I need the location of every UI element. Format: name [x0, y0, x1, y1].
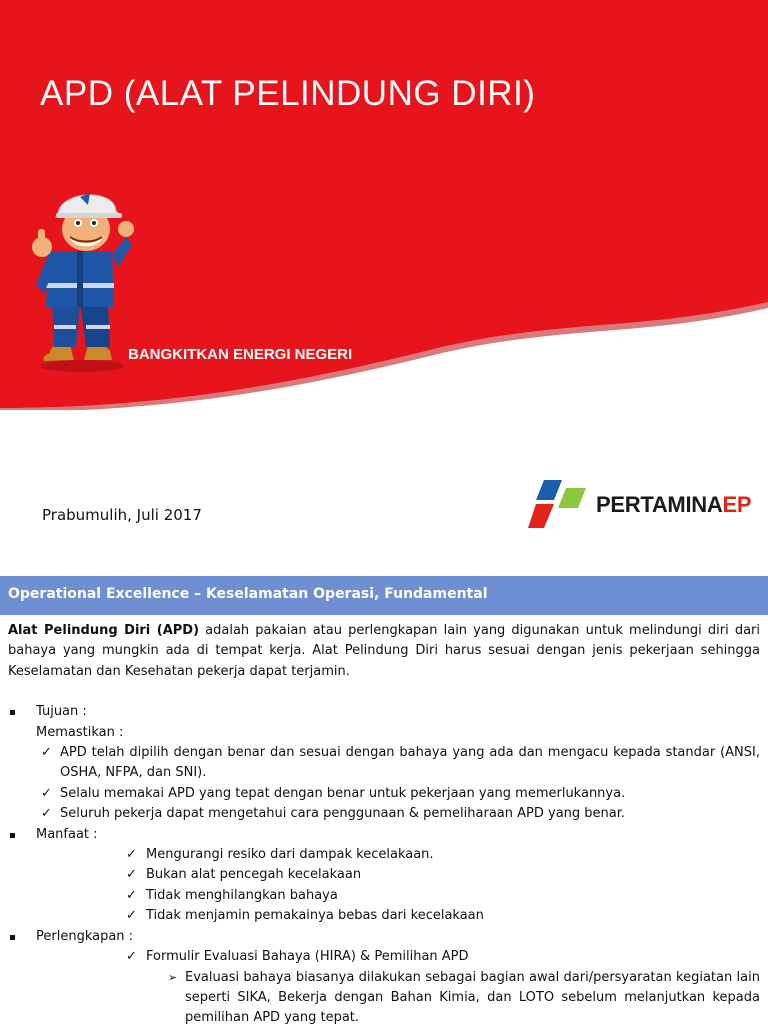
list-subitem: ➢ Evaluasi bahaya biasanya dilakukan sebagai bagian awal dari/persyaratan kegiatan lain seperti SIKA, Bekerja dengan Bahan Kimia, dan LOTO sebelum melanjutkan kepada pemilihan APD yang tepat.	[168, 969, 760, 1024]
place-date: Prabumulih, Juli 2017	[42, 506, 202, 524]
tagline: BANGKITKAN ENERGI NEGERI	[128, 346, 353, 363]
list-item: ✓ APD telah dipilih dengan benar dan sesuai dengan bahaya yang ada dan mengacu kepada standar (ANSI, OSHA, NFPA, dan SNI).	[41, 745, 760, 781]
bullet-tujuan	[8, 702, 760, 743]
logo-wordmark	[596, 492, 751, 518]
mascot-illustration	[30, 185, 135, 375]
list-item: ✓ Tidak menjamin pemakainya bebas dari kecelakaan	[8, 906, 760, 926]
slide-title: APD (ALAT PELINDUNG DIRI)	[40, 74, 536, 113]
bullet-sublabel: Memastikan :	[36, 724, 124, 740]
slide-body	[0, 615, 768, 1024]
content-slide	[0, 576, 768, 1024]
check-icon: ✓	[126, 908, 137, 924]
check-icon: ✓	[41, 806, 52, 822]
intro-text: adalah pakaian atau perlengkapan lain yang digunakan untuk melindungi diri dari bahaya yang mungkin ada di tempat kerja. Alat Pelindung Diri harus sesuai dengan jenis pekerjaan sehingga Keselamatan dan Kesehatan pekerja dapat terjamin.	[8, 623, 761, 679]
bullet-perlengkapan	[8, 927, 760, 947]
square-bullet-icon	[10, 833, 15, 838]
list-item: ✓ Tidak menghilangkan bahaya	[8, 886, 760, 906]
list-item: ✓ Mengurangi resiko dari dampak kecelakaan.	[8, 845, 760, 865]
bullet-manfaat	[8, 825, 760, 845]
list-item: ✓ Formulir Evaluasi Bahaya (HIRA) & Pemilihan APD	[8, 947, 760, 967]
check-icon: ✓	[126, 949, 137, 965]
intro-term: Alat Pelindung Diri (APD)	[8, 623, 200, 638]
square-bullet-icon	[10, 710, 15, 715]
bullet-label: Tujuan :	[36, 704, 87, 720]
logo-suffix: EP	[722, 492, 752, 517]
arrow-bullet-icon: ➢	[168, 970, 178, 984]
square-bullet-icon	[10, 935, 15, 940]
list-item: ✓ Seluruh pekerja dapat mengetahui cara penggunaan & pemeliharaan APD yang benar.	[8, 804, 760, 824]
bullet-label: Perlengkapan :	[36, 928, 134, 944]
check-icon: ✓	[41, 785, 52, 801]
check-icon: ✓	[41, 745, 52, 761]
bullet-label: Manfaat :	[36, 826, 98, 842]
section-title: Operational Excellence – Keselamatan Operasi, Fundamental	[0, 576, 768, 615]
check-icon: ✓	[126, 867, 137, 883]
logo-name: PERTAMINA	[596, 492, 723, 517]
list-item: ✓ Bukan alat pencegah kecelakaan	[8, 865, 760, 885]
check-icon: ✓	[126, 847, 137, 863]
list-item: ✓ Selalu memakai APD yang tepat dengan benar untuk pekerjaan yang memerlukannya.	[8, 784, 760, 804]
intro-paragraph	[8, 621, 760, 682]
pertamina-logo-icon	[526, 478, 590, 530]
check-icon: ✓	[126, 887, 137, 903]
